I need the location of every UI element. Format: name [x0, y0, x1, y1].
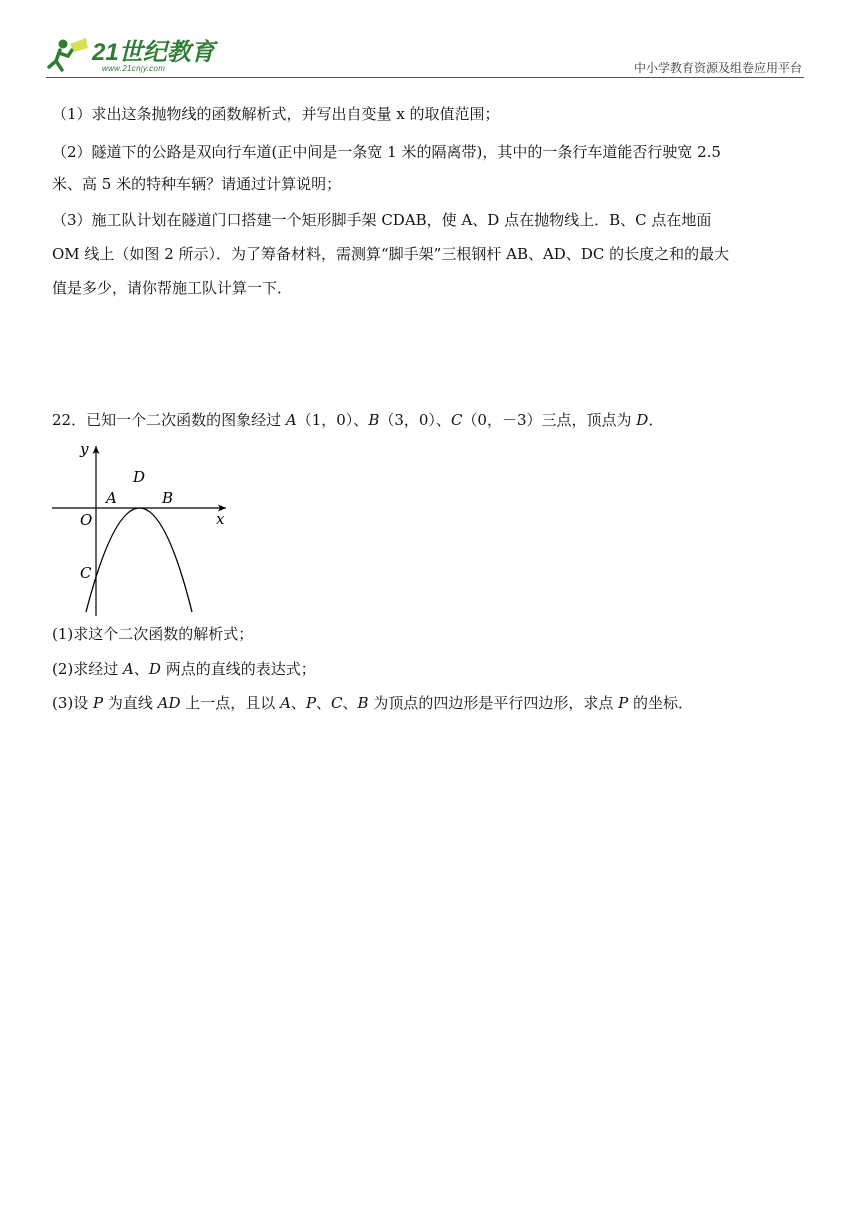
q22-stem: 22．已知一个二次函数的图象经过 A（1，0）、B（3，0）、C（0，－3）三点，顶点为 D． [52, 411, 664, 429]
figure-point-c: C [80, 564, 92, 582]
q22-sub2: (2)求经过 A、D 两点的直线的表达式； [52, 660, 316, 678]
svg-text:21世纪教育: 21世纪教育 [92, 39, 215, 66]
point-d-label: D [636, 411, 649, 429]
y-axis-label: y [80, 440, 89, 458]
q21-part2-line1: （2）隧道下的公路是双向行车道(正中间是一条宽 1 米的隔离带)，其中的一条行车道能否行驶宽 2.5 [52, 143, 721, 161]
point-a-label: A [285, 411, 297, 429]
question-number: 22． [52, 411, 87, 429]
q21-part3-line3: 值是多少，请你帮施工队计算一下． [52, 279, 293, 297]
platform-name: 中小学教育资源及组卷应用平台 [633, 61, 802, 75]
parabola-curve [86, 508, 192, 612]
q21-part3-line2: OM 线上（如图 2 所示）．为了筹备材料，需测算“脚手架”三根钢杆 AB、AD、DC 的长度之和的最大 [52, 245, 730, 263]
q21-part1: （1）求出这条抛物线的函数解析式，并写出自变量 x 的取值范围； [52, 105, 500, 123]
parabola-figure [48, 436, 238, 618]
header-divider [46, 77, 804, 78]
figure-point-d: D [133, 468, 146, 486]
page-header [0, 0, 860, 80]
q22-sub1: (1)求这个二次函数的解析式； [52, 625, 254, 643]
figure-point-a: A [106, 489, 117, 507]
q21-part3-line1: （3）施工队计划在隧道门口搭建一个矩形脚手架 CDAB，使 A、D 点在抛物线上．B、C 点在地面 [52, 211, 712, 229]
q21-part2-line2: 米、高 5 米的特种车辆？请通过计算说明； [52, 175, 342, 193]
point-b-label: B [368, 411, 380, 429]
figure-point-b: B [162, 489, 174, 507]
logo-url: www.21cnjy.com [102, 64, 166, 73]
q22-sub3: (3)设 P 为直线 AD 上一点，且以 A、P、C、B 为顶点的四边形是平行四边形，求点 P 的坐标． [52, 694, 693, 712]
origin-label: O [80, 511, 93, 529]
point-c-label: C [450, 411, 463, 429]
x-axis-label: x [216, 510, 225, 528]
